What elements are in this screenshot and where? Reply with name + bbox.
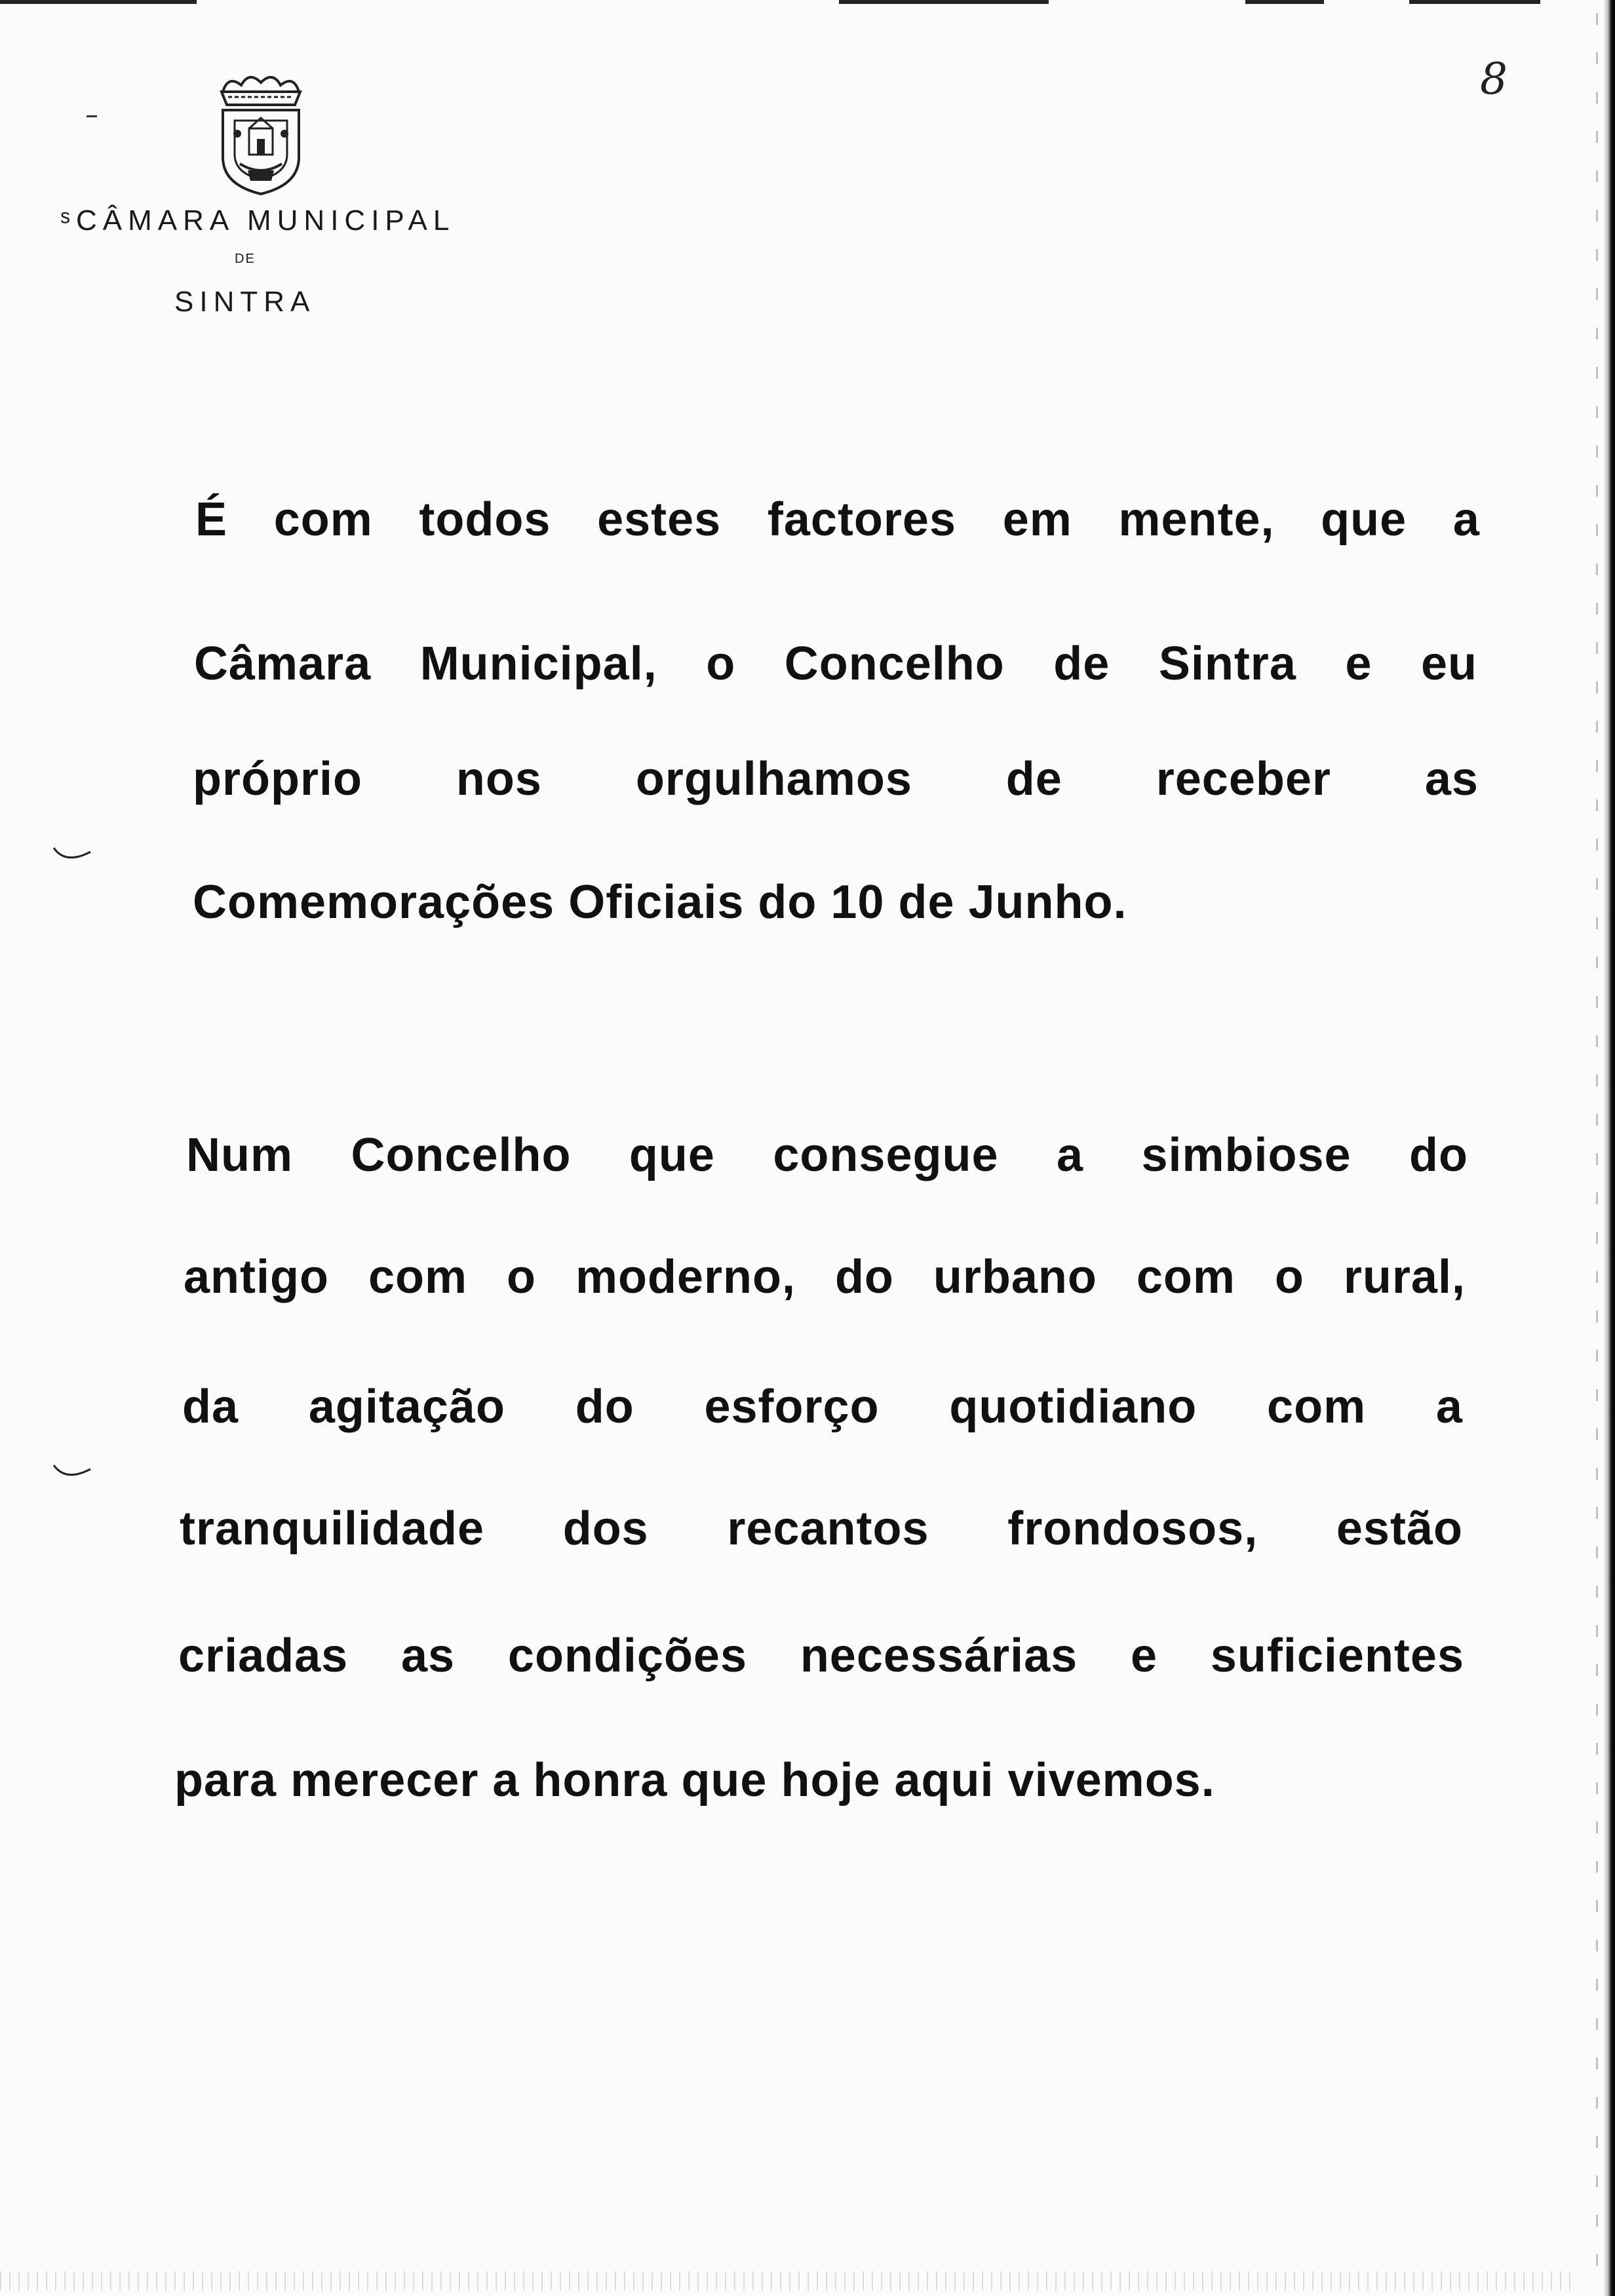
word: próprio [193, 753, 362, 805]
word: todos [419, 493, 551, 546]
word: criadas [178, 1630, 349, 1682]
margin-mark-icon [52, 1463, 93, 1482]
word: que [681, 1754, 768, 1807]
word: para [174, 1754, 277, 1807]
text-line [180, 1502, 1463, 1556]
word: receber [1156, 753, 1331, 805]
binding-edge [1603, 0, 1615, 2296]
word: que [1321, 493, 1407, 546]
word: de [1053, 638, 1110, 690]
word: dos [562, 1502, 649, 1555]
text-line [182, 1380, 1463, 1434]
word: recantos [727, 1502, 929, 1555]
text-line [193, 875, 1127, 929]
word: em [1002, 493, 1072, 546]
letterhead-municipality: ˢCÂMARA MUNICIPAL [60, 204, 456, 237]
text-line [184, 1250, 1466, 1304]
coat-of-arms-icon [208, 66, 313, 197]
word: estes [597, 493, 722, 546]
word: Num [186, 1129, 293, 1181]
word: factores [767, 493, 957, 546]
word: honra [533, 1754, 668, 1807]
word: de [1005, 753, 1062, 805]
word: quotidiano [949, 1381, 1197, 1433]
word: a [1056, 1129, 1083, 1181]
word: do [1409, 1129, 1468, 1181]
word: do [834, 1251, 894, 1303]
word: orgulhamos [635, 753, 912, 805]
word: rural, [1343, 1251, 1466, 1303]
text-line [193, 752, 1479, 806]
word: do [575, 1381, 634, 1433]
word: as [401, 1630, 456, 1682]
word: da [182, 1381, 239, 1433]
word: tranquilidade [180, 1502, 485, 1555]
word: e [1131, 1630, 1158, 1682]
word: antigo [184, 1251, 329, 1303]
binding-shadow [1596, 13, 1598, 2293]
scan-edge-top [0, 0, 197, 4]
word: e [1345, 638, 1372, 690]
word: Sintra [1158, 638, 1296, 690]
word: suficientes [1210, 1630, 1464, 1682]
scan-noise [0, 2271, 1573, 2291]
word: frondosos, [1007, 1502, 1258, 1555]
word: Municipal, [419, 638, 657, 690]
scan-edge-top [839, 0, 1049, 4]
word: de [898, 876, 955, 928]
word: É [195, 493, 228, 546]
word: o [706, 638, 736, 690]
word: com [273, 493, 373, 546]
word: Concelho [784, 638, 1005, 690]
text-line [174, 1753, 1215, 1807]
word: com [368, 1251, 467, 1303]
word: Junho. [968, 876, 1127, 928]
scan-edge-top [1245, 0, 1324, 4]
text-line [194, 637, 1477, 691]
text-line [186, 1128, 1468, 1182]
word: com [1136, 1251, 1236, 1303]
word: aqui [894, 1754, 994, 1807]
word: urbano [933, 1251, 1097, 1303]
word: estão [1336, 1502, 1463, 1555]
word: consegue [773, 1129, 999, 1181]
word: simbiose [1141, 1129, 1352, 1181]
word: a [1452, 493, 1480, 546]
word: a [1435, 1381, 1463, 1433]
word: com [1267, 1381, 1367, 1433]
word: mente, [1118, 493, 1275, 546]
word: merecer [290, 1754, 479, 1807]
letterhead-city: SINTRA [174, 286, 316, 318]
word: do [758, 876, 817, 928]
word: agitação [308, 1381, 505, 1433]
text-line [195, 493, 1480, 546]
word: moderno, [575, 1251, 796, 1303]
word: que [629, 1129, 715, 1181]
word: Oficiais [568, 876, 745, 928]
word: o [506, 1251, 536, 1303]
word: Comemorações [193, 876, 555, 928]
word: vivemos. [1007, 1754, 1215, 1807]
word: o [1274, 1251, 1304, 1303]
word: 10 [830, 876, 885, 928]
word: condições [507, 1630, 748, 1682]
word: Câmara [194, 638, 372, 690]
margin-mark-icon [52, 845, 93, 865]
stray-mark [87, 115, 97, 117]
word: hoje [781, 1754, 881, 1807]
word: nos [456, 753, 542, 805]
page-number: 8 [1480, 54, 1508, 104]
word: Concelho [351, 1129, 572, 1181]
word: eu [1420, 638, 1477, 690]
text-line [178, 1629, 1464, 1683]
letterhead-preposition: DE [235, 252, 256, 266]
word: a [492, 1754, 520, 1807]
word: esforço [704, 1381, 880, 1433]
word: as [1424, 753, 1479, 805]
word: necessárias [800, 1630, 1078, 1682]
scan-edge-top [1409, 0, 1540, 4]
